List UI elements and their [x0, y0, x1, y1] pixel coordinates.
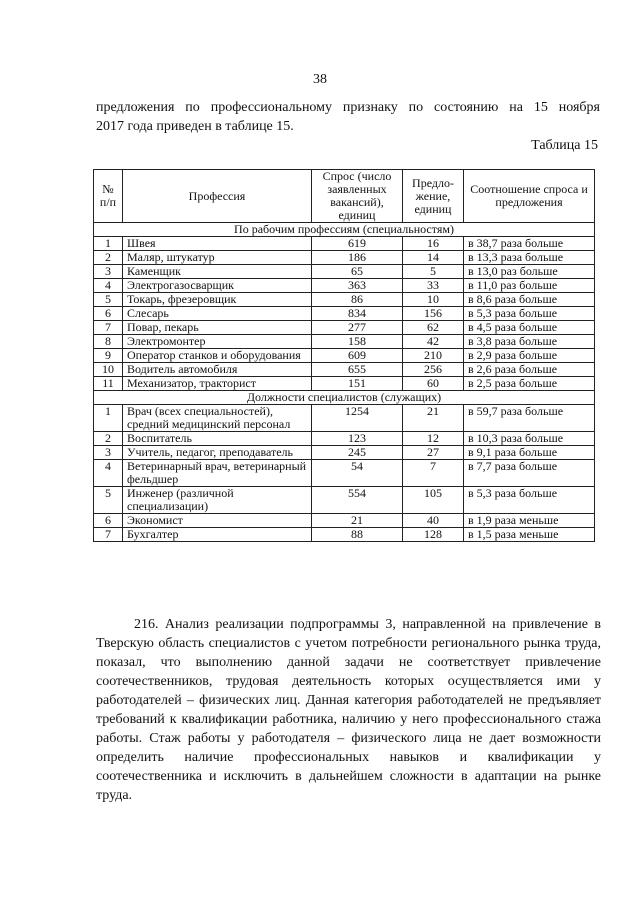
cell-supply: 62	[403, 321, 464, 335]
cell-supply: 210	[403, 349, 464, 363]
table-row	[94, 307, 595, 321]
intro-line-1: предложения по профессиональному признаку по состоянию на 15 ноября	[96, 100, 600, 115]
table-label: Таблица 15	[531, 138, 598, 153]
cell-supply: 12	[403, 432, 464, 446]
cell-profession: Воспитатель	[123, 432, 312, 446]
cell-num: 3	[94, 446, 123, 460]
cell-ratio: в 38,7 раза больше	[464, 237, 595, 251]
table-row	[94, 377, 595, 391]
cell-profession: Экономист	[123, 514, 312, 528]
cell-num: 8	[94, 335, 123, 349]
cell-profession: Водитель автомобиля	[123, 363, 312, 377]
cell-profession: Ветеринарный врач, ветеринарный фельдшер	[123, 460, 312, 487]
cell-profession: Электрогазосварщик	[123, 279, 312, 293]
table-row	[94, 335, 595, 349]
cell-supply: 40	[403, 514, 464, 528]
table-row	[94, 514, 595, 528]
table-row	[94, 237, 595, 251]
cell-supply: 27	[403, 446, 464, 460]
cell-num: 2	[94, 251, 123, 265]
cell-supply: 21	[403, 405, 464, 432]
cell-profession: Механизатор, тракторист	[123, 377, 312, 391]
cell-demand: 619	[312, 237, 403, 251]
table-body	[94, 223, 595, 542]
cell-num: 6	[94, 514, 123, 528]
cell-demand: 834	[312, 307, 403, 321]
cell-ratio: в 1,5 раза меньше	[464, 528, 595, 542]
cell-num: 10	[94, 363, 123, 377]
demand-supply-table	[93, 169, 595, 542]
cell-demand: 151	[312, 377, 403, 391]
cell-profession: Врач (всех специальностей), средний медицинский персонал	[123, 405, 312, 432]
cell-profession: Повар, пекарь	[123, 321, 312, 335]
cell-supply: 156	[403, 307, 464, 321]
cell-profession: Швея	[123, 237, 312, 251]
cell-supply: 42	[403, 335, 464, 349]
cell-profession: Электромонтер	[123, 335, 312, 349]
cell-demand: 54	[312, 460, 403, 487]
table-row	[94, 251, 595, 265]
cell-ratio: в 13,3 раза больше	[464, 251, 595, 265]
intro-line-2: 2017 года приведен в таблице 15.	[96, 119, 294, 134]
cell-supply: 105	[403, 487, 464, 514]
header-demand: Спрос (число заявленных вакансий), единиц	[312, 170, 403, 223]
cell-profession: Учитель, педагог, преподаватель	[123, 446, 312, 460]
cell-supply: 7	[403, 460, 464, 487]
cell-num: 7	[94, 321, 123, 335]
cell-demand: 245	[312, 446, 403, 460]
cell-demand: 123	[312, 432, 403, 446]
table-row	[94, 446, 595, 460]
table-row	[94, 293, 595, 307]
table-row	[94, 405, 595, 432]
cell-ratio: в 5,3 раза больше	[464, 307, 595, 321]
cell-demand: 363	[312, 279, 403, 293]
paragraph-216: 216. Анализ реализации подпрограммы 3, направленной на привлечение в Тверскую область специалистов с учетом потребности регионального рынка труда, показал, что выполнению данной задачи не соответствует привлечение соотечественников, трудовая деятельность которых осуществляется ими у работодателей – физических лиц. Данная категория работодателей не предъявляет требований к квалификации работника, наличию у него профессионального стажа работы. Стаж работы у работодателя – физического лица не дает возможности определить наличие профессиональных навыков и квалификации у соотечественника и исключить в дальнейшем сложности в адаптации на рынке труда.	[96, 617, 601, 803]
cell-demand: 65	[312, 265, 403, 279]
cell-supply: 128	[403, 528, 464, 542]
section-title: По рабочим профессиям (специальностям)	[94, 223, 595, 237]
cell-demand: 609	[312, 349, 403, 363]
cell-ratio: в 1,9 раза меньше	[464, 514, 595, 528]
cell-supply: 5	[403, 265, 464, 279]
cell-supply: 60	[403, 377, 464, 391]
table-section-row	[94, 223, 595, 237]
cell-profession: Каменщик	[123, 265, 312, 279]
cell-ratio: в 2,9 раза больше	[464, 349, 595, 363]
cell-num: 1	[94, 237, 123, 251]
table-row	[94, 432, 595, 446]
cell-profession: Бухгалтер	[123, 528, 312, 542]
cell-ratio: в 59,7 раза больше	[464, 405, 595, 432]
table-header-row	[94, 170, 595, 223]
cell-ratio: в 10,3 раза больше	[464, 432, 595, 446]
cell-demand: 186	[312, 251, 403, 265]
cell-num: 6	[94, 307, 123, 321]
header-ratio: Соотношение спроса и предложения	[464, 170, 595, 223]
cell-ratio: в 4,5 раза больше	[464, 321, 595, 335]
cell-demand: 1254	[312, 405, 403, 432]
cell-demand: 277	[312, 321, 403, 335]
header-profession: Профессия	[123, 170, 312, 223]
section-title: Должности специалистов (служащих)	[94, 391, 595, 405]
cell-demand: 88	[312, 528, 403, 542]
header-num: № п/п	[94, 170, 123, 223]
cell-ratio: в 8,6 раза больше	[464, 293, 595, 307]
cell-profession: Токарь, фрезеровщик	[123, 293, 312, 307]
cell-supply: 256	[403, 363, 464, 377]
cell-num: 5	[94, 487, 123, 514]
cell-ratio: в 2,6 раза больше	[464, 363, 595, 377]
cell-ratio: в 13,0 раз больше	[464, 265, 595, 279]
cell-supply: 14	[403, 251, 464, 265]
cell-num: 1	[94, 405, 123, 432]
cell-num: 3	[94, 265, 123, 279]
cell-ratio: в 2,5 раза больше	[464, 377, 595, 391]
cell-ratio: в 9,1 раза больше	[464, 446, 595, 460]
cell-num: 4	[94, 460, 123, 487]
intro-text	[96, 98, 600, 136]
cell-demand: 158	[312, 335, 403, 349]
table-section-row	[94, 391, 595, 405]
table-row	[94, 363, 595, 377]
cell-profession: Маляр, штукатур	[123, 251, 312, 265]
cell-num: 4	[94, 279, 123, 293]
table-row	[94, 460, 595, 487]
table-row	[94, 349, 595, 363]
cell-num: 11	[94, 377, 123, 391]
cell-ratio: в 11,0 раз больше	[464, 279, 595, 293]
table-row	[94, 279, 595, 293]
cell-demand: 86	[312, 293, 403, 307]
cell-num: 2	[94, 432, 123, 446]
cell-num: 7	[94, 528, 123, 542]
table-row	[94, 487, 595, 514]
header-supply: Предло-жение, единиц	[403, 170, 464, 223]
cell-num: 5	[94, 293, 123, 307]
cell-ratio: в 3,8 раза больше	[464, 335, 595, 349]
cell-supply: 10	[403, 293, 464, 307]
cell-demand: 21	[312, 514, 403, 528]
cell-supply: 33	[403, 279, 464, 293]
cell-demand: 554	[312, 487, 403, 514]
table-row	[94, 528, 595, 542]
cell-num: 9	[94, 349, 123, 363]
table-row	[94, 265, 595, 279]
cell-ratio: в 5,3 раза больше	[464, 487, 595, 514]
cell-demand: 655	[312, 363, 403, 377]
cell-profession: Слесарь	[123, 307, 312, 321]
table-row	[94, 321, 595, 335]
cell-profession: Оператор станков и оборудования	[123, 349, 312, 363]
cell-ratio: в 7,7 раза больше	[464, 460, 595, 487]
cell-profession: Инженер (различной специализации)	[123, 487, 312, 514]
cell-supply: 16	[403, 237, 464, 251]
page-number: 38	[313, 72, 327, 87]
